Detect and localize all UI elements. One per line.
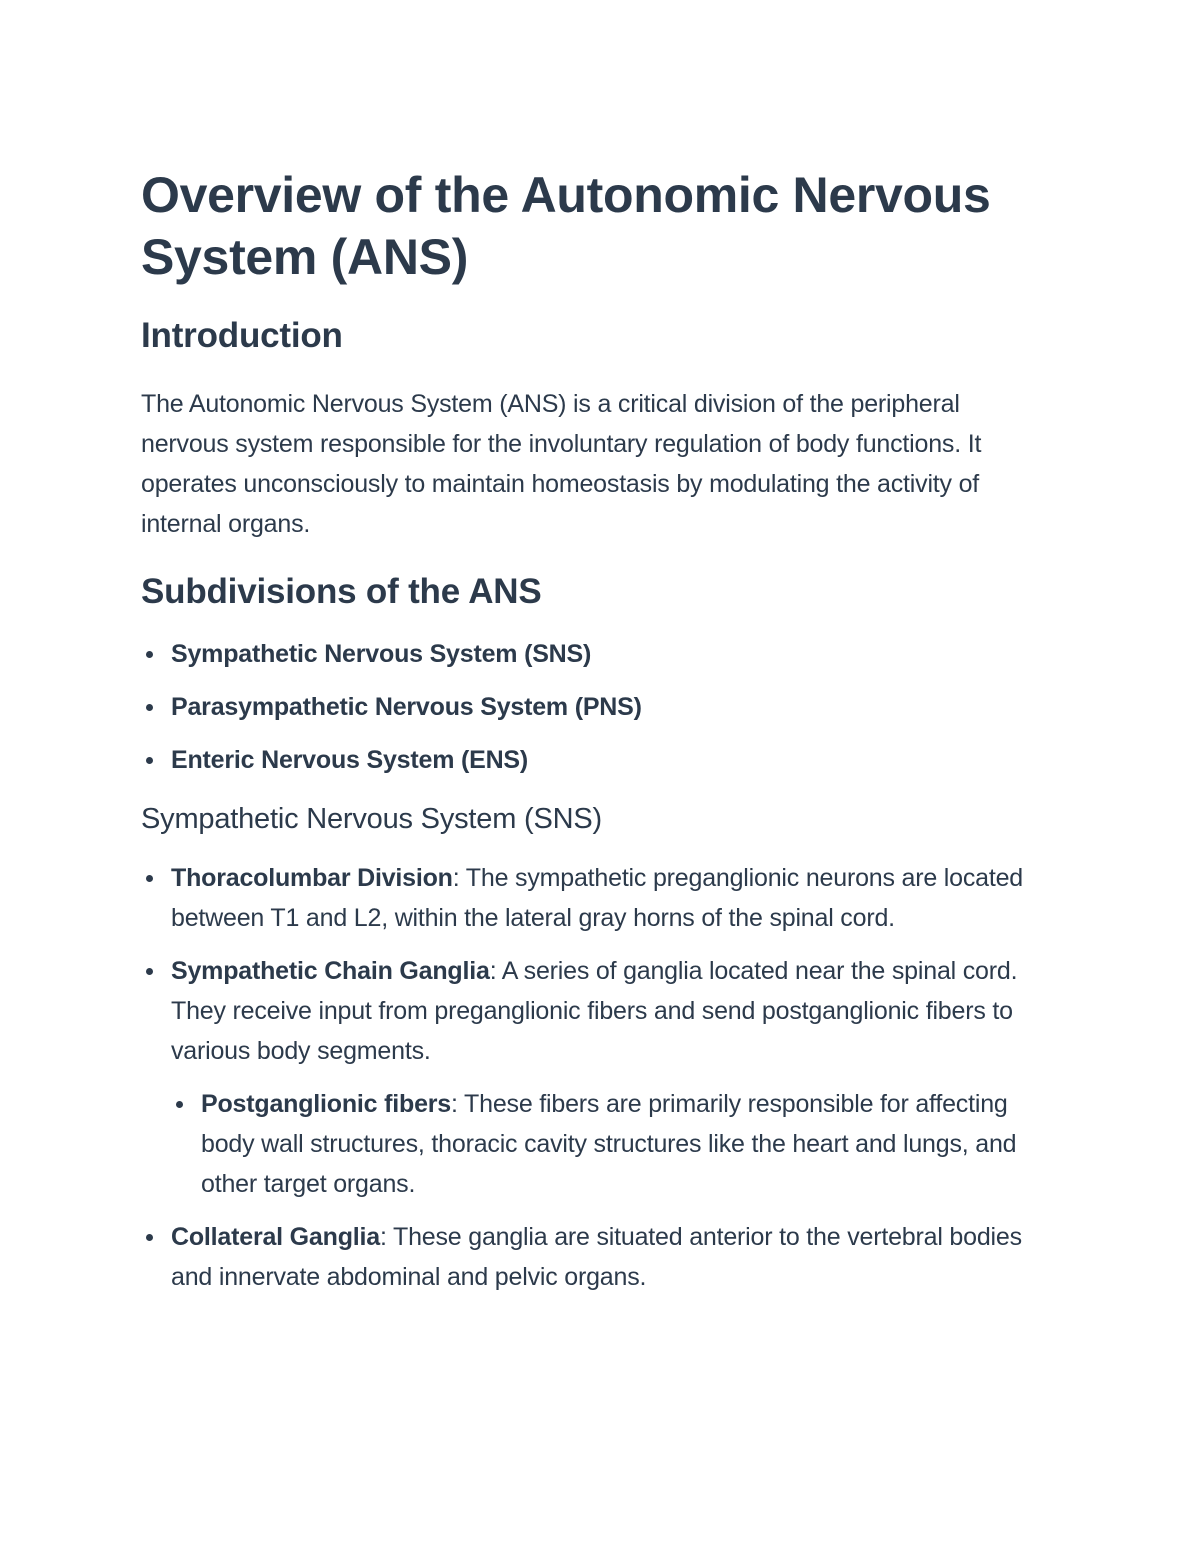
sns-list bbox=[141, 858, 1051, 1297]
subdivision-label: Enteric Nervous System (ENS) bbox=[171, 746, 529, 774]
bullet-icon bbox=[146, 757, 153, 764]
item-term: Collateral Ganglia bbox=[171, 1223, 380, 1251]
bullet-icon bbox=[146, 1234, 153, 1241]
list-item bbox=[171, 687, 1061, 727]
intro-heading: Introduction bbox=[141, 316, 343, 355]
bullet-icon bbox=[146, 704, 153, 711]
page-title: Overview of the Autonomic Nervous System (ANS) bbox=[141, 167, 991, 285]
list-item bbox=[171, 634, 1061, 674]
sns-heading: Sympathetic Nervous System (SNS) bbox=[141, 803, 602, 835]
bullet-icon bbox=[146, 651, 153, 658]
list-item bbox=[171, 858, 1051, 938]
document-content bbox=[141, 164, 1061, 1297]
list-item bbox=[171, 951, 1051, 1204]
subdivisions-list bbox=[141, 634, 1061, 780]
item-text: : These fibers are primarily responsible for affecting body wall structures, thoracic cavity structures like the heart and lungs, and other target organs. bbox=[201, 1090, 1017, 1198]
nested-list-item bbox=[201, 1084, 1051, 1204]
list-item bbox=[171, 740, 1061, 780]
item-term: Thoracolumbar Division bbox=[171, 864, 453, 892]
subdivisions-heading: Subdivisions of the ANS bbox=[141, 572, 542, 611]
bullet-icon bbox=[146, 875, 153, 882]
item-term: Sympathetic Chain Ganglia bbox=[171, 957, 490, 985]
item-text: : A series of ganglia located near the spinal cord. They receive input from preganglionic fibers and send postganglionic fibers to various body segments. bbox=[171, 957, 1018, 1065]
subdivision-label: Sympathetic Nervous System (SNS) bbox=[171, 640, 592, 668]
bullet-icon bbox=[146, 968, 153, 975]
subdivision-label: Parasympathetic Nervous System (PNS) bbox=[171, 693, 642, 721]
item-term: Postganglionic fibers bbox=[201, 1090, 451, 1118]
item-text: : The sympathetic preganglionic neurons are located between T1 and L2, within the lateral gray horns of the spinal cord. bbox=[171, 864, 1024, 932]
list-item bbox=[171, 1217, 1051, 1297]
item-text: : These ganglia are situated anterior to the vertebral bodies and innervate abdominal and pelvic organs. bbox=[171, 1223, 1022, 1291]
nested-list bbox=[171, 1084, 1051, 1204]
intro-paragraph: The Autonomic Nervous System (ANS) is a critical division of the peripheral nervous system responsible for the involuntary regulation of body functions. It operates unconsciously to maintain homeostasis by modulating the activity of internal organs. bbox=[141, 390, 982, 538]
bullet-icon bbox=[176, 1101, 183, 1108]
